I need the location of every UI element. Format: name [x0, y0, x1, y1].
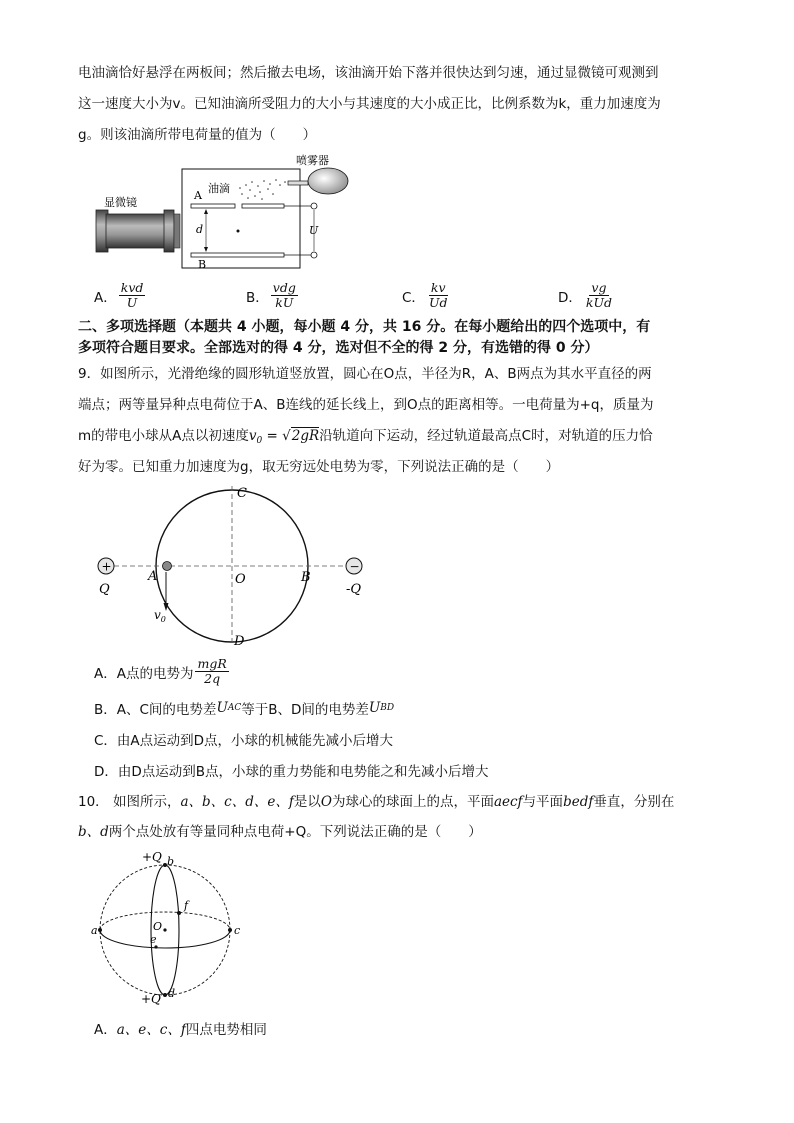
q8-option-d[interactable]	[558, 281, 614, 310]
q9-option-b[interactable]: B．A、C间的电势差 U AC 等于B、D间的电势差 U BD	[94, 700, 395, 718]
option-fraction: $\frac{vg}{\text{kUd}}$	[585, 280, 613, 310]
q9-option-c[interactable]: C．由A点运动到D点，小球的机械能先减小后增大	[94, 733, 394, 749]
point-c-label: C	[237, 486, 247, 501]
option-fraction: $\frac{\text{kvd}}{U}$	[120, 280, 144, 310]
q10-line-2: b、d两个点处放有等量同种点电荷+Q。下列说法正确的是（ ）	[78, 824, 482, 840]
option-fraction: $\frac{\text{mgR}}{2q}$	[197, 656, 227, 686]
point-o-label: O	[153, 920, 163, 933]
point-b-label: b	[167, 855, 175, 868]
q9-option-d[interactable]: D．由D点运动到B点，小球的重力势能和电势能之和先减小后增大	[94, 764, 489, 780]
section-heading-line-1: 二、多项选择题（本题共 4 小题，每小题 4 分，共 16 分。在每小题给出的四个选项中，有	[78, 319, 651, 335]
option-letter: A．	[94, 289, 117, 306]
q10-line-1: 10． 如图所示，a、b、c、d、e、f是以O为球心的球面上的点，平面aecf与平面bedf垂直，分别在	[78, 794, 675, 810]
plate-b-label: B	[198, 258, 207, 271]
q9-line-4: 好为零。已知重力加速度为g，取无穷远处电势为零，下列说法正确的是（ ）	[78, 459, 560, 475]
q9-line-3: m的带电小球从A点以初速度$v_0 = √2gR$沿轨道向下运动，经过轨道最高点C时，对轨道的压力恰	[78, 428, 653, 446]
charge-q-label: Q	[99, 582, 110, 597]
point-a-label: A	[148, 569, 158, 584]
option-letter: D．	[558, 289, 582, 306]
q8-option-b[interactable]	[246, 281, 298, 310]
circular-track-figure	[88, 482, 378, 652]
point-a-label: a	[91, 924, 98, 937]
sphere-figure	[90, 846, 240, 1006]
option-letter: C．	[402, 289, 425, 306]
option-fraction: $\frac{\text{vdg}}{kU}$	[272, 280, 296, 310]
voltage-label: U	[309, 224, 319, 237]
q8-line-3: g。则该油滴所带电荷量的值为（ ）	[78, 127, 317, 143]
positive-charge-icon	[98, 558, 114, 574]
point-f-label: f	[184, 899, 189, 912]
velocity-label: $v_0$	[154, 608, 166, 624]
svg-text:+: +	[101, 559, 112, 574]
charge-neg-q-label: -Q	[346, 582, 362, 597]
point-b-label: B	[301, 570, 311, 585]
sprayer-icon	[288, 168, 348, 194]
point-d-label: d	[168, 987, 176, 1000]
plate-a-label: A	[194, 189, 202, 202]
point-d-label: D	[234, 634, 245, 649]
point-o-label: O	[235, 572, 246, 587]
q10-option-a[interactable]: A． a、e、c、f 四点电势相同	[94, 1022, 267, 1038]
option-letter: B．	[246, 289, 269, 306]
oil-spray	[239, 179, 286, 200]
option-fraction: $\frac{kv}{Ud}$	[428, 280, 448, 310]
q8-line-1: 电油滴恰好悬浮在两板间；然后撤去电场，该油滴开始下落并很快达到匀速，通过显微镜可观测到	[78, 65, 659, 81]
q9-line-2: 端点；两等量异种点电荷位于A、B连线的延长线上，到O点的距离相等。一电荷量为+q，质量为	[78, 397, 654, 413]
millikan-apparatus-figure	[90, 152, 355, 274]
microscope-icon	[96, 210, 180, 252]
microscope-label: 显微镜	[104, 196, 137, 209]
q9-option-a[interactable]: A．A点的电势为 $\frac{\text{mgR}}{2q}$	[94, 656, 227, 686]
sprayer-label: 喷雾器	[296, 154, 329, 167]
top-charge-label: +Q	[142, 850, 162, 864]
oil-label: 油滴	[208, 182, 230, 195]
svg-text:−: −	[349, 559, 360, 574]
point-e-label: e	[150, 933, 157, 946]
charged-ball	[163, 562, 172, 571]
gap-label: d	[196, 223, 204, 236]
bottom-charge-label: +Q	[141, 992, 161, 1006]
section-heading-line-2: 多项符合题目要求。全部选对的得 4 分，选对但不全的得 2 分，有选错的得 0 分）	[78, 340, 599, 356]
q8-line-2: 这一速度大小为v。已知油滴所受阻力的大小与其速度的大小成正比，比例系数为k，重力加速度为	[78, 96, 661, 112]
q8-option-a[interactable]	[94, 281, 145, 310]
q9-line-1: 9．如图所示，光滑绝缘的圆形轨道竖放置，圆心在O点，半径为R，A、B两点为其水平直径的两	[78, 366, 652, 382]
negative-charge-icon	[346, 558, 362, 574]
point-c-label: c	[234, 924, 240, 937]
q8-option-c[interactable]	[402, 281, 449, 310]
